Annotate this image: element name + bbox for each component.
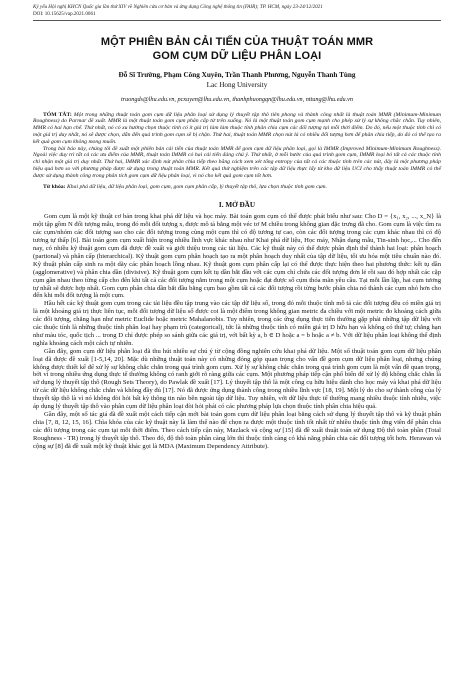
abstract-text-1: Một trong những thuật toán gom cụm dữ liệu phân loại sử dụng lý thuyết tập thô tiên phong và thành công nhất là thuật toán MMR (Minimum-Minimum Roughness) do Parmar đề xuất. MMR là một thuật toán gom cụm phân cấp từ trên xuống. Nó là một thuật toán gom cụm mạnh cho phép xử lý sự không chắc chắn. Tuy nhiên, MMR có hai hạn chế. Thứ nhất, nó có xu hướng chọn thuộc tính có ít giá trị làm làm thuộc tính phân chia cụm các đối tượng tại mỗi thời điểm. Do đó, nếu một thuộc tính chỉ có một giá trị duy nhất, nó sẽ được chọn, dẫn đến quá trình gom cụm sẽ bị chặn. Thứ hai, thuật toán MMR chọn nút lá có nhiều đối tượng hơn để phân chia tiếp, do đó có thể tạo ra kết quả gom cụm không mong muốn. (33, 111, 441, 145)
section-body (33, 213, 441, 450)
body-paragraph-3: Gần đây, gom cụm dữ liệu phân loại đã thu hút nhiều sự chú ý từ cộng đồng nghiên cứu khai phá dữ liệu. Một số thuật toán gom cụm dữ liệu phân loại đã được đề xuất [1-5,14, 20]. Mặc dù những thuật toán này có những đóng góp quan trọng cho vấn đề gom cụm dữ liệu phân loại, nhưng chúng không được thiết kế để xử lý sự không chắc chắn trong quá trình gom cụm. Xử lý sự không chắc chắn trong quá trình gom cụm là một vấn đề quan trọng, bởi vì trong nhiều ứng dụng thực tế thường không có ranh giới rõ ràng giữa các cụm. Một phương pháp tiếp cận phổ biến để xử lý độ không chắc chắn là sử dụng lý thuyết tập thô (Rough Sets Theory), do Pawlak đề xuất [17]. Lý thuyết tập thô là một công cụ hữu hiệu dành cho học máy và khai phá dữ liệu từ các dữ liệu không chắc chắn và không đầy đủ [17]. Nó đã được ứng dụng thành công trong nhiều lĩnh vực [18, 19]. Một lý do cho sự thành công của lý thuyết tập thô là vì nó không đòi hỏi bất kỳ thông tin nào bên ngoài tập dữ liệu. Tuy nhiên, với dữ liệu thực tế thường mang nhiều thuộc tính nhiễu, việc áp dụng lý thuyết tập thô vào phân cụm dữ liệu phân loại đòi hỏi phải có các phương pháp lựa chọn thuộc tính phân chia hiệu quả. (33, 347, 441, 411)
abstract (33, 112, 441, 180)
body-paragraph-4: Gần đây, một số tác giả đã đề xuất một cách tiếp cận mới bài toán gom cụm dữ liệu phân loại bằng cách sử dụng lý thuyết tập thô và kỹ thuật phân chia [7, 8, 12, 15, 16]. Chìa khóa của các kỹ thuật này là làm thế nào để chọn ra được một thuộc tính tốt nhất từ nhiều thuộc tính ứng viên để phân chia các đối tượng trong các cụm tại mỗi thời điểm. Theo cách tiếp cận này, Mazlack và cộng sự [15] đã đề xuất thuật toán sử dụng Độ thô toàn phần (Total Roughness - TR) trong lý thuyết tập thô. Theo đó, độ thô toàn phần càng lớn thì thuộc tính càng có khả năng phân chia các đối tượng tốt hơn. Herawan và cộng sự [8] đã đề xuất một kỹ thuật khác gọi là MDA (Maximum Dependency Attribute). (33, 411, 441, 450)
abstract-paragraph-1 (33, 112, 441, 146)
keywords-label: Từ khóa: (43, 183, 66, 190)
section-heading: I. MỞ ĐẦU (218, 201, 256, 210)
title-line-2: GOM CỤM DỮ LIỆU PHÂN LOẠI (152, 49, 322, 62)
author-emails: truongds@lhu.edu.vn, pcxuyen@lhu.edu.vn, thanhphuongqn@lhu.edu.vn, nttung@lhu.edu.vn (120, 95, 354, 103)
header-divider (33, 20, 441, 21)
affiliation: Lac Hong University (206, 80, 268, 89)
author-list: Đỗ Sĩ Trường, Phạm Công Xuyên, Trần Thanh Phương, Nguyễn Thanh Tùng (118, 70, 356, 79)
keywords (33, 184, 441, 191)
body-paragraph-2: Hầu hết các kỹ thuật gom cụm trong các tài liệu đều tập trung vào các tập dữ liệu số, trong đó mỗi thuộc tính mô tả các đối tượng đều có miền giá trị là một khoảng giá trị thực liên tục, mỗi đối tượng dữ liệu số được coi là một điểm trong không gian metric đa chiều với một metric đo khoảng cách giữa các đối tượng, chẳng hạn như metric Euclide hoặc metric Mahalanobis. Tuy nhiên, trong các ứng dụng thực tiễn thường gặp phải những tập dữ liệu với các thuộc tính là những thuộc tính phân loại hay phạm trù (categorical), tức là những thuộc tính có miền giá trị D hữu hạn và không có thứ tự; chẳng hạn như màu tóc, quốc tịch ... trong D chỉ được phép so sánh giữa các giá trị, với bất kỳ a, b ∈ D hoặc a = b hoặc a ≠ b. Với dữ liệu phân loại không thể định nghĩa khoảng cách một cách tự nhiên. (33, 300, 441, 347)
keywords-text: Khai phá dữ liệu, dữ liệu phân loại, gom cụm, gom cụm phân cấp, lý thuyết tập thô, lựa chọn thuộc tính gom cụm. (66, 183, 327, 190)
title-line-1: MỘT PHIÊN BẢN CẢI TIẾN CỦA THUẬT TOÁN MMR (100, 35, 374, 48)
abstract-paragraph-2: Trong bài báo này, chúng tôi đề xuất một phiên bản cải tiến của thuật toán MMR để gom cụm dữ liệu phân loại, gọi là IMMR (Improved Minimum-Minimum Roughness). Ngoài việc duy trì tất cả các ưu điểm của MMR, thuật toán IMMR có hai cải tiến đáng chú ý. Thứ nhất, ở mỗi bước của quá trình gom cụm, IMMR loại bỏ tất cả các thuộc tính chỉ nhận một giá trị duy nhất. Thứ hai, IMMR xác định nút phân chia tiếp theo bằng cách xem xét tổng entropy của tất cả các thuộc tính trên các nút, đây là một phương pháp hiệu quả hơn so với phương pháp được sử dụng trong thuật toán MMR. Kết quả thử nghiệm trên các tập dữ liệu thực lấy từ kho dữ liệu UCI cho thấy thuật toán IMMR có thể được sử dụng thành công trong phân tích gom cụm dữ liệu phân loại, vì nó cho kết quả gom cụm tốt hơn. (33, 145, 441, 179)
paper-title (33, 35, 441, 63)
proceedings-header: Kỷ yếu Hội nghị KHCN Quốc gia lần thứ XIV về Nghiên cứu cơ bản và ứng dụng Công nghệ thông tin (FAIR); TP. HCM, ngày 23-24/12/2021 (33, 4, 323, 10)
abstract-label: TÓM TẮT: (43, 111, 72, 118)
doi-line: DOI: 10.15625/vap.2021.0061 (33, 10, 96, 17)
body-paragraph-1: Gom cụm là một kỹ thuật cơ bản trong khai phá dữ liệu và học máy. Bài toán gom cụm có thể được phát biểu như sau: Cho D = {x₁, x₂, ..., x_N} là một tập gồm N đối tượng mẫu, trong đó mỗi đối tượng xᵢ được mô tả bằng một véc tơ M chiều trong không gian đặc trưng đã cho. Gom cụm là việc tìm ra các cụm/nhóm các đối tượng sao cho các đối tượng trong cùng một cụm thì có độ tương tự cao, còn các đối tượng trong các cụm khác nhau thì có độ tương tự thấp [6]. Bài toán gom cụm xuất hiện trong nhiều lĩnh vực khác nhau như Khai phá dữ liệu, Học máy, Nhận dạng mẫu, Tin-sinh học,... Cho đến nay, có nhiều kỹ thuật gom cụm đã được đề xuất và giới thiệu trong các tài liệu. Các kỹ thuật này có thể được phân định thể thành hai loại: phân hoạch (partional) và phân cấp (hierarchical). Kỹ thuật gom cụm phân hoạch tạo ra một phân hoạch duy nhất của tập dữ liệu, tối ưu hóa một tiêu chuẩn nào đó. Kỹ thuật phân cấp sinh ra một dãy các phân hoạch lồng nhau. Kỹ thuật gom cụm phân cấp lại có thể được thực hiện theo hai phương thức: kết tụ dần (agglomerative) và phân chia dần (divisive). Kỹ thuật gom cụm kết tụ dần bắt đầu với các cụm chỉ chứa các đối tượng đơn lẻ rồi sau đó hợp nhất các cặp cụm gần nhau theo từng cấp cho đến khi tất cả các đối tượng nằm trong một cụm hoặc đạt được số cụm thỏa mãn yêu cầu. Tại mỗi lần lặp, hai cụm tương tự nhất sẽ được hợp nhất. Gom cụm phân chia dần bắt đầu bằng cụm bao gồm tất cả các đối tượng rồi từng bước phân chia nó thành các cụm nhỏ hơn cho đến khi mỗi đối tượng là một cụm. (33, 213, 441, 300)
